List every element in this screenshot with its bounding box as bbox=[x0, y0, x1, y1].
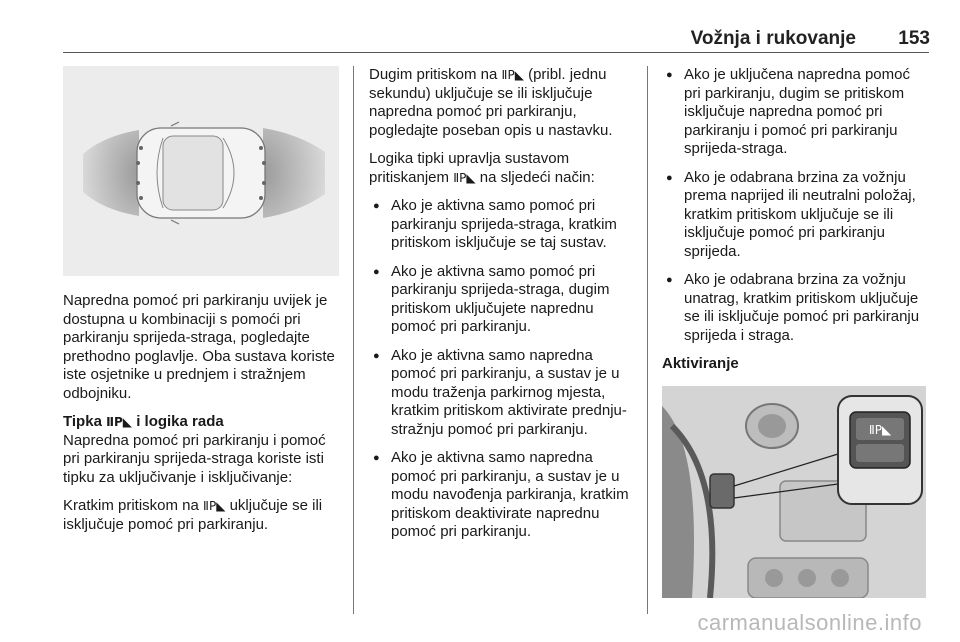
logic-intro-paragraph bbox=[369, 150, 635, 187]
dashboard-illustration bbox=[662, 386, 926, 598]
logic-intro-text-pre: Logika tipki upravlja sustavom pritiskanjem bbox=[369, 150, 570, 186]
heading-text-post: i logika rada bbox=[136, 413, 224, 430]
column-divider-1 bbox=[353, 66, 354, 614]
logic-bullet-list bbox=[369, 197, 635, 542]
figure-dashboard-button bbox=[662, 386, 926, 598]
logic-intro-text-post: na sljedeći način: bbox=[479, 168, 595, 186]
list-item: ● Ako je odabrana brzina za vožnju prema naprijed ili neutralni položaj, kratkim pritiskom uključuje se ili isključuje pomoć pri parkiranju sprijeda. bbox=[662, 169, 928, 262]
parking-assist-icon: ⅡP◣ bbox=[203, 499, 226, 513]
car-top-view-illustration bbox=[63, 66, 339, 276]
watermark: carmanualsonline.info bbox=[697, 610, 922, 635]
activation-heading: Aktiviranje bbox=[662, 355, 739, 372]
long-press-paragraph bbox=[369, 66, 635, 140]
list-item: ● Ako je aktivna samo napredna pomoć pri parkiranju, a sustav je u modu traženja parkirnog mjesta, kratkim pritiskom aktivirate prednju-stražnju pomoć pri parkiranju. bbox=[369, 347, 635, 440]
rear-sensor-zone bbox=[83, 130, 139, 216]
list-item: ● Ako je uključena napredna pomoć pri parkiranju, dugim se pritiskom isključuje napredna pomoć pri parkiranju i pomoć pri parkiranju sprijeda-straga. bbox=[662, 66, 928, 159]
column-2 bbox=[369, 66, 635, 552]
subsection-heading bbox=[63, 413, 341, 432]
long-press-text-post: (pribl. jednu sekundu) uključuje se ili isključuje napredna pomoć pri parkiranju, pogledajte poseban opis u nastavku. bbox=[369, 66, 613, 139]
parking-assist-icon: ⅡP◣ bbox=[453, 170, 476, 185]
list-item: ● Ako je aktivna samo pomoć pri parkiranju sprijeda-straga, dugim pritiskom uključujete naprednu pomoć pri parkiranju. bbox=[369, 263, 635, 337]
page-number: 153 bbox=[898, 28, 930, 49]
short-press-text-post: uključuje se ili isključuje pomoć pri parkiranju. bbox=[63, 497, 323, 533]
short-press-paragraph bbox=[63, 497, 341, 534]
parking-assist-icon: ⅡP◣ bbox=[106, 415, 133, 429]
list-item: ● Ako je aktivna samo napredna pomoć pri parkiranju, a sustav je u modu navođenja parkiranja, kratkim pritiskom deaktivirate naprednu pomoć pri parkiranju. bbox=[369, 449, 635, 542]
logic-bullet-list-continued bbox=[662, 66, 928, 345]
button-logic-paragraph: Napredna pomoć pri parkiranju i pomoć pri parkiranju sprijeda-straga koriste isti tipku za uključivanje i isključivanje: bbox=[63, 431, 326, 486]
long-press-text-pre: Dugim pritiskom na bbox=[369, 66, 498, 83]
short-press-text-pre: Kratkim pritiskom na bbox=[63, 497, 199, 514]
park-assist-button bbox=[710, 474, 734, 508]
figure-car-sensor-zones bbox=[63, 66, 339, 276]
column-1 bbox=[63, 66, 341, 544]
car-body bbox=[137, 122, 265, 224]
column-3 bbox=[662, 66, 928, 598]
section-title: Vožnja i rukovanje bbox=[690, 28, 856, 49]
parking-assist-icon: ⅡP◣ bbox=[501, 68, 524, 82]
column-divider-2 bbox=[647, 66, 648, 614]
intro-paragraph: Napredna pomoć pri parkiranju uvijek je dostupna u kombinaciji s pomoći pri parkiranju sprijeda-straga, pogledajte prethodno poglavlje. Oba sustava koriste iste osjetnike u prednjem i stražnjem odbojniku. bbox=[63, 292, 335, 402]
front-sensor-zone bbox=[263, 128, 325, 218]
header-rule bbox=[63, 52, 929, 53]
list-item: ● Ako je odabrana brzina za vožnju unatrag, kratkim pritiskom uključuje se ili isključuje pomoć pri parkiranju sprijeda i straga. bbox=[662, 271, 928, 345]
list-item: ● Ako je aktivna samo pomoć pri parkiranju sprijeda-straga, kratkim pritiskom isključuje se taj sustav. bbox=[369, 197, 635, 253]
parking-assist-icon: ⅡP◣ bbox=[868, 422, 892, 437]
heading-text-pre: Tipka bbox=[63, 413, 102, 430]
